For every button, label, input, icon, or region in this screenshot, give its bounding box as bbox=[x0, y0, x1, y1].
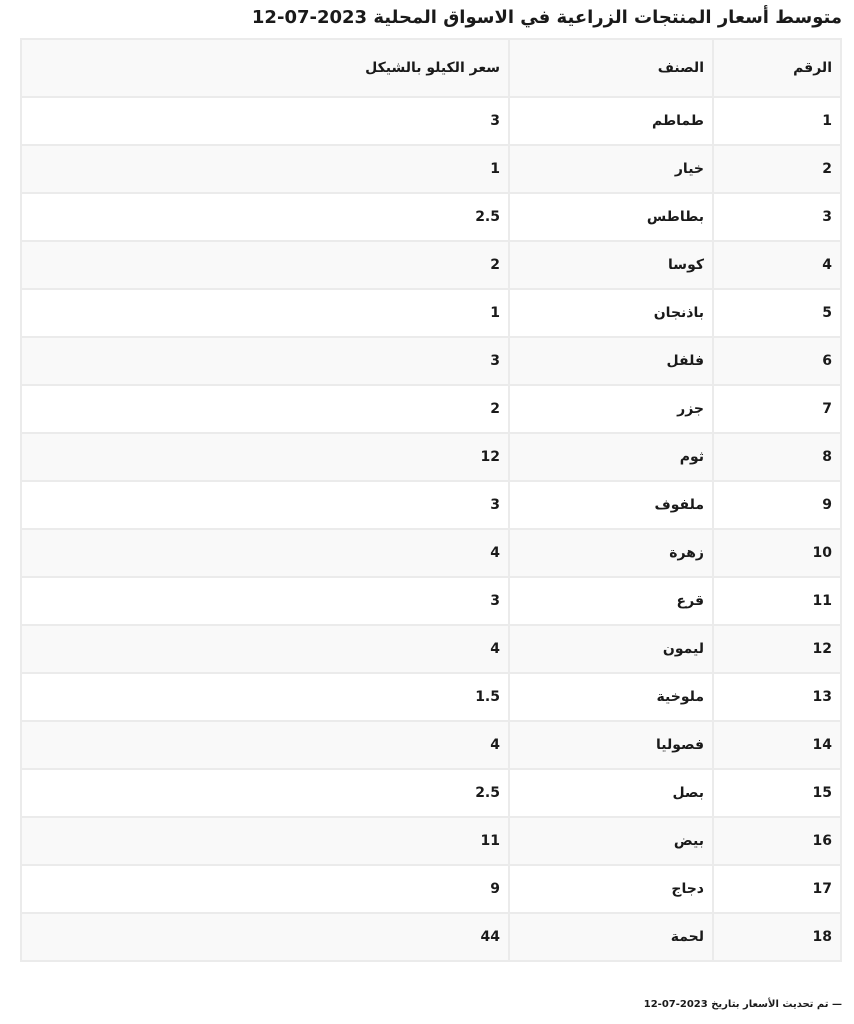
cell-item: كوسا bbox=[509, 241, 713, 289]
cell-item: ملوخية bbox=[509, 673, 713, 721]
cell-item: دجاج bbox=[509, 865, 713, 913]
table-row bbox=[21, 529, 841, 577]
table-row bbox=[21, 673, 841, 721]
footer-note: — تم تحديث الأسعار بتاريخ 2023-07-12 bbox=[643, 999, 842, 1010]
table-row bbox=[21, 385, 841, 433]
cell-item: جزر bbox=[509, 385, 713, 433]
page-title: متوسط أسعار المنتجات الزراعية في الاسواق المحلية 2023-07-12 bbox=[251, 7, 842, 28]
table-row bbox=[21, 337, 841, 385]
table-row bbox=[21, 817, 841, 865]
cell-price: 2 bbox=[21, 241, 509, 289]
cell-number: 7 bbox=[713, 385, 841, 433]
cell-number: 18 bbox=[713, 913, 841, 961]
cell-price: 4 bbox=[21, 625, 509, 673]
cell-number: 11 bbox=[713, 577, 841, 625]
table-header bbox=[21, 39, 841, 97]
cell-number: 13 bbox=[713, 673, 841, 721]
cell-item: فلفل bbox=[509, 337, 713, 385]
header-item: الصنف bbox=[509, 39, 713, 97]
cell-number: 5 bbox=[713, 289, 841, 337]
cell-price: 4 bbox=[21, 529, 509, 577]
table-row bbox=[21, 481, 841, 529]
table-row bbox=[21, 97, 841, 145]
cell-price: 2.5 bbox=[21, 193, 509, 241]
cell-number: 2 bbox=[713, 145, 841, 193]
table-row bbox=[21, 721, 841, 769]
cell-item: ثوم bbox=[509, 433, 713, 481]
cell-price: 9 bbox=[21, 865, 509, 913]
table-row bbox=[21, 577, 841, 625]
cell-price: 3 bbox=[21, 337, 509, 385]
cell-number: 14 bbox=[713, 721, 841, 769]
table-row bbox=[21, 145, 841, 193]
cell-number: 15 bbox=[713, 769, 841, 817]
cell-price: 1.5 bbox=[21, 673, 509, 721]
cell-number: 8 bbox=[713, 433, 841, 481]
cell-price: 11 bbox=[21, 817, 509, 865]
cell-number: 1 bbox=[713, 97, 841, 145]
cell-price: 1 bbox=[21, 145, 509, 193]
cell-number: 10 bbox=[713, 529, 841, 577]
table-row bbox=[21, 769, 841, 817]
header-price: سعر الكيلو بالشيكل bbox=[21, 39, 509, 97]
cell-price: 2.5 bbox=[21, 769, 509, 817]
cell-number: 4 bbox=[713, 241, 841, 289]
table-row bbox=[21, 913, 841, 961]
cell-item: فصوليا bbox=[509, 721, 713, 769]
header-row bbox=[21, 39, 841, 97]
price-table bbox=[20, 38, 842, 962]
cell-price: 12 bbox=[21, 433, 509, 481]
cell-price: 3 bbox=[21, 481, 509, 529]
cell-item: باذنجان bbox=[509, 289, 713, 337]
cell-number: 6 bbox=[713, 337, 841, 385]
cell-item: قرع bbox=[509, 577, 713, 625]
cell-number: 3 bbox=[713, 193, 841, 241]
cell-price: 3 bbox=[21, 577, 509, 625]
cell-number: 17 bbox=[713, 865, 841, 913]
cell-item: لحمة bbox=[509, 913, 713, 961]
cell-number: 9 bbox=[713, 481, 841, 529]
table-row bbox=[21, 625, 841, 673]
cell-price: 1 bbox=[21, 289, 509, 337]
cell-item: ليمون bbox=[509, 625, 713, 673]
table-row bbox=[21, 193, 841, 241]
table-body bbox=[21, 97, 841, 961]
cell-item: خيار bbox=[509, 145, 713, 193]
cell-price: 3 bbox=[21, 97, 509, 145]
cell-item: بطاطس bbox=[509, 193, 713, 241]
table-row bbox=[21, 289, 841, 337]
cell-number: 12 bbox=[713, 625, 841, 673]
table-row bbox=[21, 241, 841, 289]
table-row bbox=[21, 433, 841, 481]
cell-item: بيض bbox=[509, 817, 713, 865]
cell-item: طماطم bbox=[509, 97, 713, 145]
cell-price: 44 bbox=[21, 913, 509, 961]
cell-item: بصل bbox=[509, 769, 713, 817]
cell-price: 4 bbox=[21, 721, 509, 769]
cell-item: زهرة bbox=[509, 529, 713, 577]
cell-price: 2 bbox=[21, 385, 509, 433]
header-number: الرقم bbox=[713, 39, 841, 97]
table-row bbox=[21, 865, 841, 913]
cell-number: 16 bbox=[713, 817, 841, 865]
cell-item: ملفوف bbox=[509, 481, 713, 529]
